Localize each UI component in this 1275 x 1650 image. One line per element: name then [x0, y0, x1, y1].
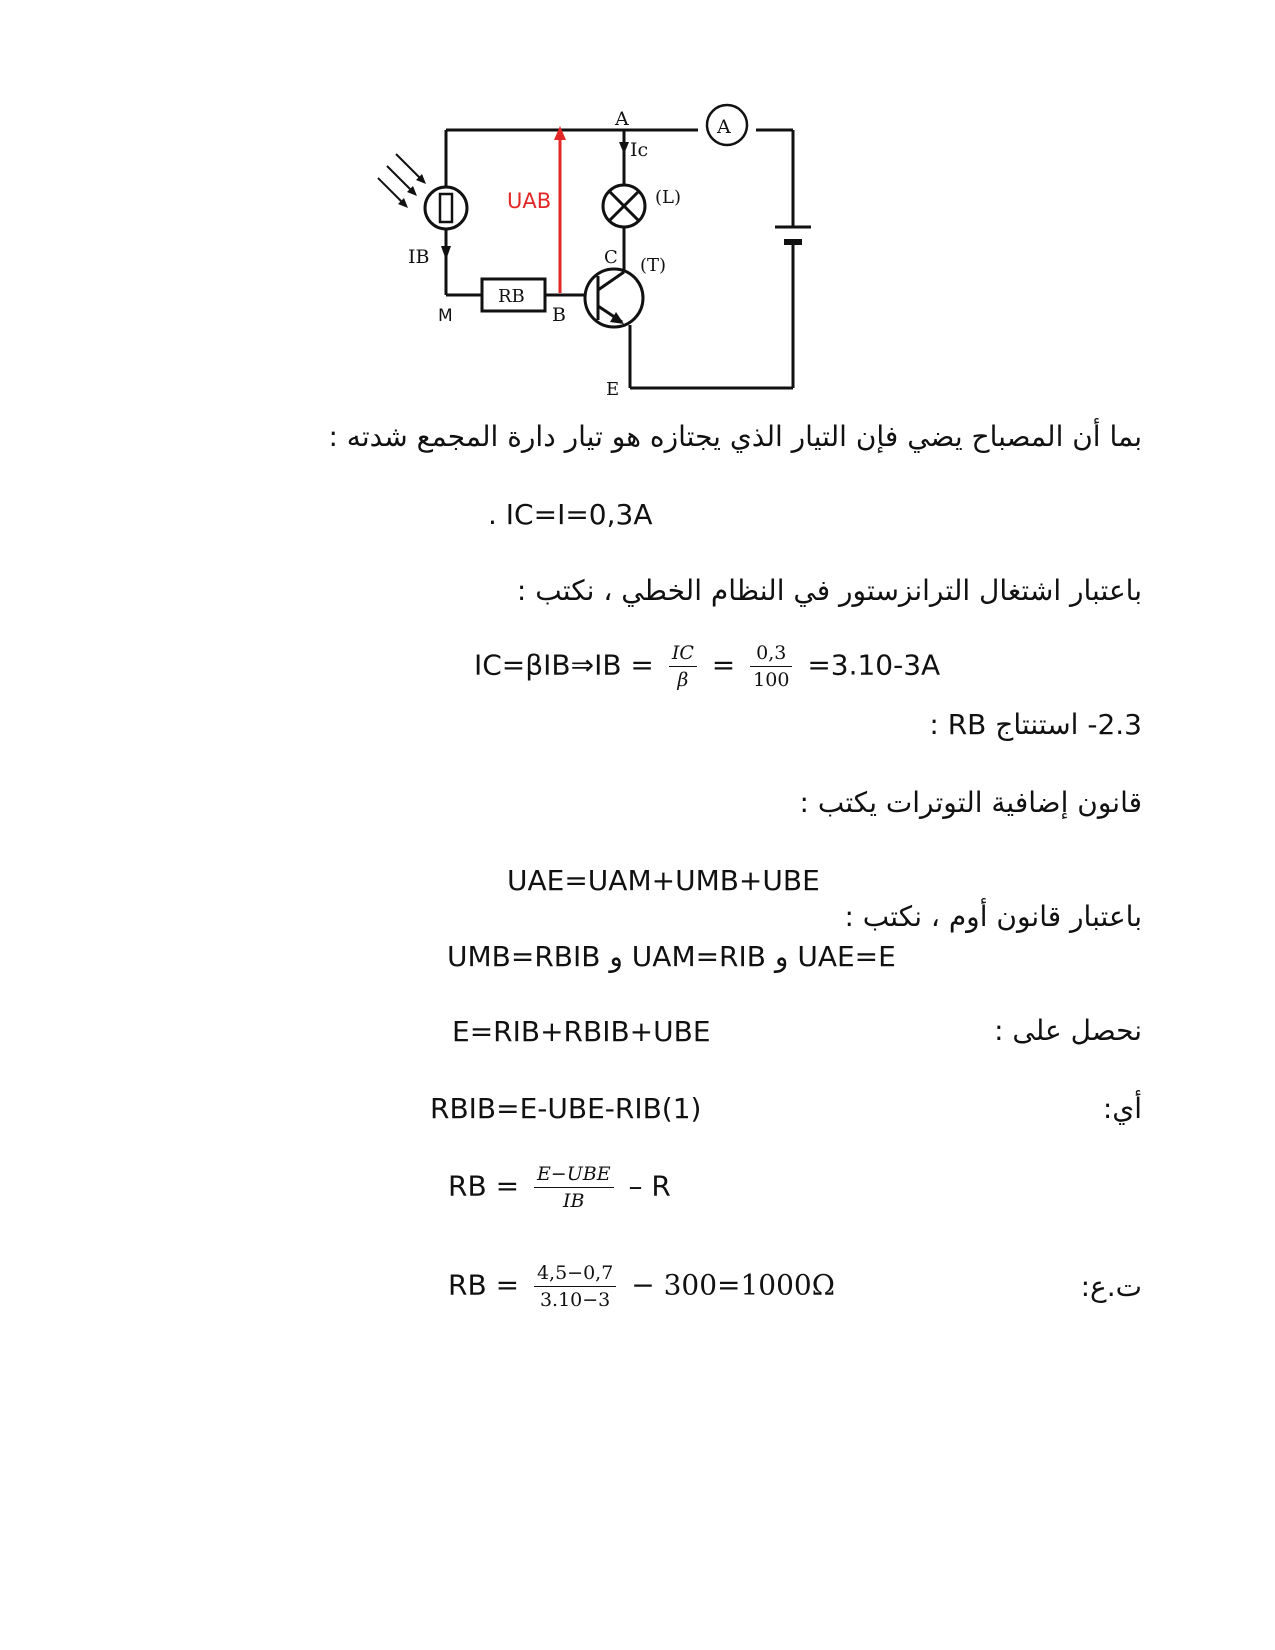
ammeter-label: A — [717, 116, 731, 138]
equation-numeric — [448, 1262, 835, 1311]
label-numeric-application: ت.ع: — [1080, 1270, 1142, 1303]
fraction-numeric-rb-den: 3.10−3 — [539, 1289, 611, 1311]
paragraph-voltage-law: قانون إضافية التوترات يكتب : — [799, 786, 1142, 819]
node-m-label: M — [438, 306, 453, 326]
node-e-label: E — [606, 379, 620, 400]
lamp-label: (L) — [655, 187, 681, 208]
section-heading-2-3: 2.3- استنتاج RB : — [929, 708, 1142, 741]
uab-label: UAB — [507, 189, 552, 213]
ib-label: IB — [408, 246, 430, 268]
fraction-rb — [534, 1163, 614, 1212]
fraction-ic-beta — [669, 642, 697, 691]
equation-ib: IC=βIB⇒IB = $\frac{IC}{\beta}$ = $\frac{0,3}{100}$ =3.10-3A — [474, 642, 941, 691]
fraction-numeric-rb-num: 4,5−0,7 — [534, 1262, 616, 1287]
equation-rb-lhs: RB = — [448, 1169, 520, 1203]
circuit-diagram — [360, 100, 830, 405]
fraction-numeric-den: 100 — [753, 669, 790, 691]
paragraph-lamp-current: بما أن المصباح يضي فإن التيار الذي يجتازه هو تيار دارة المجمع شدته : — [328, 420, 1142, 453]
equation-ib-rhs: =3.10-3A — [807, 648, 941, 682]
equation-ib-lhs: IC=βIB⇒IB = — [474, 648, 654, 682]
equation-rb — [448, 1163, 671, 1212]
transistor-label: (T) — [640, 255, 667, 276]
fraction-rb-den: IB — [563, 1190, 585, 1212]
equation-ic: . IC=I=0,3A — [488, 498, 653, 531]
rb-diagram-label: RB — [498, 286, 525, 307]
node-a-label: A — [615, 108, 629, 130]
fraction-numeric-num: 0,3 — [750, 642, 792, 667]
fraction-rb-num: E−UBE — [534, 1163, 614, 1188]
label-we-get: نحصل على : — [994, 1014, 1142, 1047]
equation-ohm: UMB=RBIB و UAM=RIB و UAE=E — [447, 940, 896, 973]
paragraph-linear-mode: باعتبار اشتغال الترانزستور في النظام الخطي ، نكتب : — [516, 574, 1142, 607]
light-arrows — [378, 154, 422, 204]
ic-label: Ic — [630, 139, 649, 161]
paragraph-ohm-law: باعتبار قانون أوم ، نكتب : — [844, 900, 1142, 933]
fraction-ic-beta-num: IC — [669, 642, 697, 667]
fraction-numeric — [750, 642, 792, 691]
equation-e: E=RIB+RBIB+UBE — [452, 1015, 711, 1048]
fraction-ic-beta-den: β — [677, 669, 689, 691]
equation-numeric-rhs: − 300=1000Ω — [631, 1268, 835, 1302]
fraction-numeric-rb — [534, 1262, 616, 1311]
node-c-label: C — [604, 247, 618, 268]
node-b-label: B — [552, 304, 566, 326]
equation-rb-rhs: – R — [628, 1169, 671, 1203]
equation-sum: UAE=UAM+UMB+UBE — [507, 864, 820, 897]
equation-numeric-lhs: RB = — [448, 1268, 520, 1302]
equation-rbib: RBIB=E-UBE-RIB(1) — [430, 1092, 702, 1125]
label-ie: أي: — [1102, 1092, 1142, 1125]
